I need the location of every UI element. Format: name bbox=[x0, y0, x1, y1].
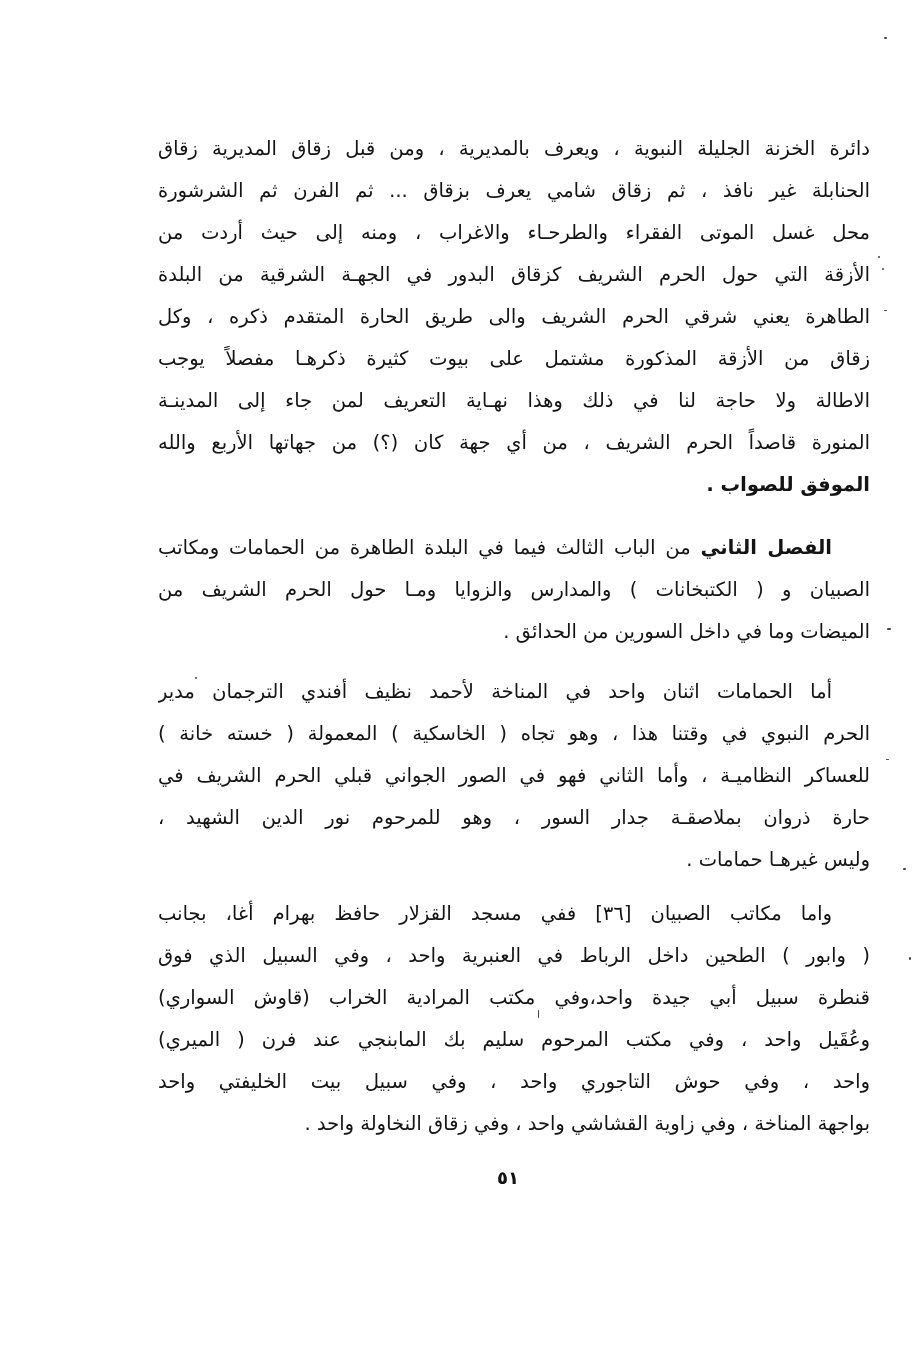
scan-speck bbox=[878, 256, 880, 258]
scan-speck bbox=[882, 268, 884, 270]
text-line: الموفق للصواب . bbox=[706, 473, 870, 496]
text-line: الحنابلة غير نافذ ، ثم زقاق شامي يعرف بزقاق ... ثم الفرن ثم الشرشورة bbox=[158, 179, 870, 202]
scan-speck bbox=[884, 37, 887, 39]
scan-speck bbox=[903, 868, 906, 870]
text-line: الطاهرة يعني شرقي الحرم الشريف والى طريق الحارة المتقدم ذكره ، وكل bbox=[158, 305, 870, 328]
text-line: ( وابور ) الطحين داخل الرباط في العنبرية واحد ، وفي السبيل الذي فوق bbox=[158, 944, 870, 967]
scan-speck bbox=[909, 957, 911, 960]
text-line: أما الحمامات اثنان واحد في المناخة لأحمد نظيف أفندي الترجمان مدير bbox=[158, 680, 832, 703]
text-line: الحرم النبوي في وقتنا هذا ، وهو تجاه ( الخاسكية ) المعمولة ( خسته خانة ) bbox=[158, 722, 870, 745]
text-line: حارة ذروان بملاصقـة جدار السور ، وهو للمرحوم نور الدين الشهيد ، bbox=[158, 806, 870, 829]
text-line: واحد ، وفي حوش التاجوري واحد ، وفي سبيل بيت الخليفتي واحد bbox=[158, 1070, 870, 1093]
text-line: بواجهة المناخة ، وفي زاوية القشاشي واحد ، وفي زقاق النخاولة واحد . bbox=[304, 1112, 870, 1135]
chapter-title-rest: من الباب الثالث فيما في البلدة الطاهرة من الحمامات ومكاتب bbox=[158, 536, 691, 559]
text-line: الصبيان و ( الكتبخانات ) والمدارس والزوايا ومـا حول الحرم الشريف من bbox=[158, 578, 870, 601]
heading-line bbox=[158, 527, 870, 569]
text-line: الأزقة التي حول الحرم الشريف كزقاق البدور في الجهـة الشرقية من البلدة bbox=[158, 263, 870, 286]
scan-speck bbox=[538, 1010, 539, 1018]
paragraph-continuation bbox=[158, 128, 870, 506]
scan-speck bbox=[886, 759, 889, 760]
paragraph-baths bbox=[158, 671, 870, 881]
text-line: المنورة قاصداً الحرم الشريف ، من أي جهة كان (؟) من جهاتها الأربع والله bbox=[158, 431, 870, 454]
scan-speck bbox=[887, 628, 891, 630]
scan-speck bbox=[884, 310, 887, 311]
text-line: محل غسل الموتى الفقراء والطرحـاء والاغراب ، ومنه إلى حيث أردت من bbox=[158, 221, 870, 244]
text-line: وعُقَيل واحد ، وفي مكتب المرحوم سليم بك المابنجي عند فرن ( الميري) bbox=[158, 1028, 870, 1051]
text-line: دائرة الخزنة الجليلة النبوية ، ويعرف بالمديرية ، ومن قبل زقاق المديرية زقاق bbox=[158, 137, 870, 160]
paragraph-chapter-heading bbox=[158, 527, 870, 653]
text-line: قنطرة سبيل أبي جيدة واحد،وفي مكتب المرادية الخراب (قاوش السواري) bbox=[158, 986, 870, 1009]
text-line: زقاق من الأزقة المذكورة مشتمل على بيوت كثيرة ذكرهـا مفصلاً يوجب bbox=[158, 347, 870, 370]
text-line: للعساكر النظاميـة ، وأما الثاني فهو في الصور الجواني قبلي الحرم الشريف في bbox=[158, 764, 870, 787]
paragraph-schools bbox=[158, 893, 870, 1145]
scan-speck bbox=[195, 677, 197, 679]
text-line: وليس غيرهـا حمامات . bbox=[686, 848, 870, 871]
chapter-title-lead: الفصل الثاني bbox=[700, 536, 832, 559]
text-line: الاطالة ولا حاجة لنا في ذلك وهذا نهـاية التعريف لمن جاء إلى المدينـة bbox=[158, 389, 870, 412]
page-number: ٥١ bbox=[497, 1168, 519, 1189]
text-line: واما مكاتب الصبيان [٣٦] ففي مسجد القزلار حافظ بهرام أغا، بجانب bbox=[158, 902, 832, 925]
text-line: الميضات وما في داخل السورين من الحدائق . bbox=[503, 620, 870, 643]
